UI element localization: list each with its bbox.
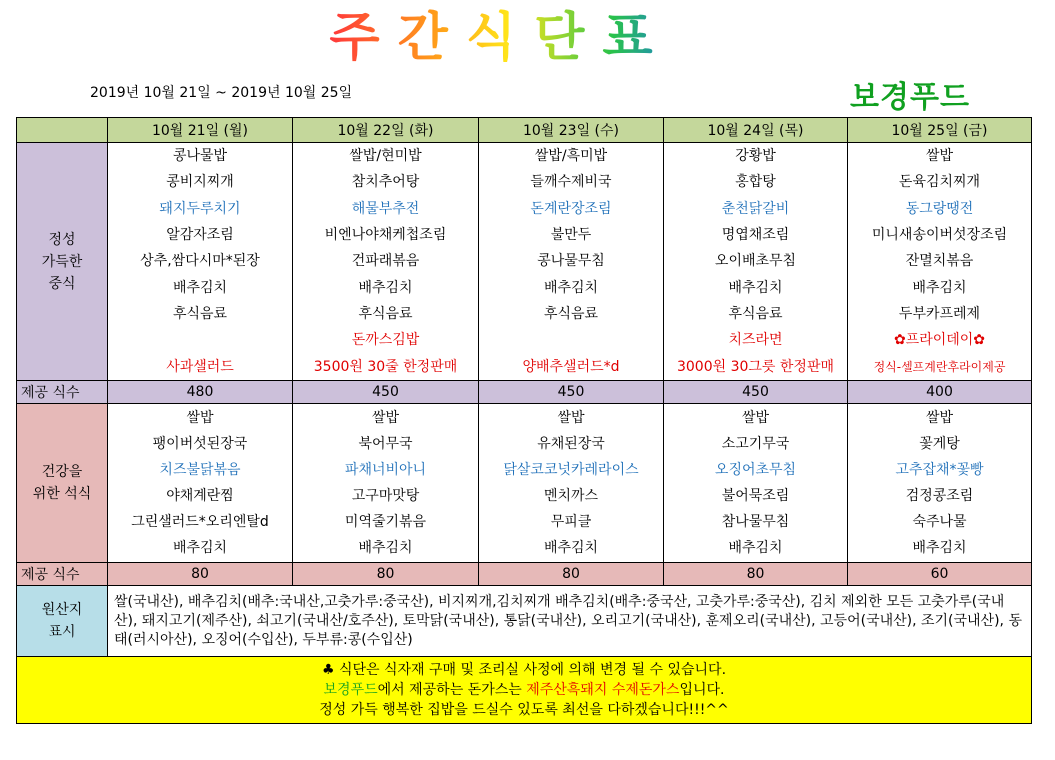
menu-item: 소고기무국 bbox=[721, 436, 790, 452]
menu-item: 치즈불닭볶음 bbox=[159, 462, 241, 478]
lunch-row bbox=[17, 143, 1032, 381]
menu-item: 콩비지찌개 bbox=[166, 174, 234, 191]
dinner-row bbox=[17, 404, 1032, 563]
menu-item bbox=[108, 327, 292, 353]
menu-item: 쌀밥 bbox=[741, 410, 770, 426]
menu-item: 미역줄기볶음 bbox=[344, 514, 427, 530]
menu-item: ✿프라이데이✿ bbox=[893, 332, 986, 349]
menu-item: 해물부추전 bbox=[351, 200, 420, 217]
menu-item: 배추김치 bbox=[912, 540, 967, 556]
menu-item: 배추김치 bbox=[358, 540, 413, 556]
page-title: 주간식단표 bbox=[220, 8, 780, 68]
header-row bbox=[17, 118, 1032, 143]
menu-item: 3000원 30그릇 한정판매 bbox=[676, 358, 834, 375]
dinner-count: 80 bbox=[293, 563, 479, 586]
lunch-count-label: 제공 식수 bbox=[17, 381, 108, 404]
menu-item: 배추김치 bbox=[728, 279, 783, 296]
lunch-menu-tue bbox=[293, 143, 479, 381]
menu-table bbox=[16, 117, 1032, 724]
menu-item: 그린샐러드*오리엔탈d bbox=[131, 514, 269, 530]
menu-item: 쌀밥 bbox=[925, 148, 954, 165]
notice-row bbox=[17, 657, 1032, 724]
menu-item: 고구마맛탕 bbox=[351, 488, 420, 504]
menu-item: 무피클 bbox=[550, 514, 592, 530]
dinner-count: 80 bbox=[664, 563, 848, 586]
menu-item: 강황밥 bbox=[735, 148, 776, 165]
notice-line-2 bbox=[17, 680, 1031, 700]
origin-text: 쌀(국내산), 배추김치(배추:국내산,고춧가루:중국산), 비지찌개,김치찌개 배추김치(배추:중국산, 고춧가루:중국산), 김치 제외한 모든 고춧가루(국내산), 돼지고기(제주산), 쇠고기(국내산/호주산), 토막닭(국내산), 통닭(국내산), 오리고기(국내산), 훈제오리(국내산), 고등어(국내산), 조기(국내산), 동태(러시아산), 오징어(수입산), 두부류:콩(수입산) bbox=[108, 586, 1032, 657]
menu-item: 콩나물밥 bbox=[172, 148, 228, 165]
dinner-menu-mon bbox=[108, 404, 293, 563]
menu-item: 팽이버섯된장국 bbox=[152, 436, 248, 452]
menu-item: 배추김치 bbox=[358, 279, 413, 296]
menu-item: 비엔나야채케첩조림 bbox=[324, 227, 447, 244]
menu-item: 멘치까스 bbox=[543, 488, 599, 504]
menu-item: 불어묵조림 bbox=[721, 488, 790, 504]
dinner-count: 60 bbox=[848, 563, 1032, 586]
menu-item: 참나물무침 bbox=[721, 514, 790, 530]
menu-item: 닭살코코넛카레라이스 bbox=[503, 462, 639, 478]
dinner-menu-wed bbox=[479, 404, 664, 563]
menu-item: 오이배초무침 bbox=[714, 253, 797, 270]
menu-item: 치즈라면 bbox=[728, 332, 783, 349]
menu-item: 배추김치 bbox=[543, 540, 599, 556]
menu-item: 야채계란찜 bbox=[166, 488, 234, 504]
menu-item: 춘천닭갈비 bbox=[721, 200, 790, 217]
menu-item: 돈까스김밥 bbox=[351, 332, 420, 349]
dinner-count-row bbox=[17, 563, 1032, 586]
menu-item: 알감자조림 bbox=[166, 227, 234, 244]
origin-label: 원산지 표시 bbox=[17, 586, 108, 657]
menu-item: 들깨수제비국 bbox=[530, 174, 612, 191]
notice-line-3: 정성 가득 행복한 집밥을 드실수 있도록 최선을 다하겠습니다!!!^^ bbox=[319, 702, 729, 718]
menu-item: 명엽채조림 bbox=[721, 227, 790, 244]
lunch-count: 450 bbox=[293, 381, 479, 404]
menu-item: 후식음료 bbox=[543, 305, 599, 322]
menu-item: 정식-셀프계란후라이제공 bbox=[873, 359, 1006, 374]
menu-item: 쌀밥 bbox=[925, 410, 954, 426]
menu-item: 후식음료 bbox=[728, 305, 783, 322]
day-header-thu: 10월 24일 (목) bbox=[664, 118, 848, 143]
notice-end: 입니다. bbox=[679, 682, 725, 698]
dinner-menu-tue bbox=[293, 404, 479, 563]
menu-item: 상추,쌈다시마*된장 bbox=[140, 253, 260, 270]
menu-item: 배추김치 bbox=[912, 279, 967, 296]
notice-box bbox=[17, 657, 1032, 724]
menu-item: 배추김치 bbox=[728, 540, 783, 556]
lunch-count-row bbox=[17, 381, 1032, 404]
menu-item: 돈계란장조림 bbox=[530, 200, 612, 217]
day-header-mon: 10월 21일 (월) bbox=[108, 118, 293, 143]
notice-highlight: 제주산흑돼지 수제돈가스 bbox=[526, 682, 680, 698]
dinner-count-label: 제공 식수 bbox=[17, 563, 108, 586]
notice-brand: 보경푸드 bbox=[323, 682, 378, 698]
menu-item: 사과샐러드 bbox=[166, 358, 234, 375]
dinner-count: 80 bbox=[108, 563, 293, 586]
menu-item: 건파래볶음 bbox=[351, 253, 420, 270]
menu-item: 배추김치 bbox=[172, 279, 228, 296]
menu-item: 동그랑땡전 bbox=[905, 200, 974, 217]
menu-item: 쌀밥 bbox=[371, 410, 400, 426]
menu-item: 돈육김치찌개 bbox=[898, 174, 981, 191]
menu-item: 두부카프레제 bbox=[898, 305, 981, 322]
menu-item: 배추김치 bbox=[543, 279, 599, 296]
lunch-menu-wed bbox=[479, 143, 664, 381]
lunch-menu-fri bbox=[848, 143, 1032, 381]
dinner-menu-thu bbox=[664, 404, 848, 563]
lunch-menu-mon bbox=[108, 143, 293, 381]
menu-item: 참치추어탕 bbox=[351, 174, 420, 191]
menu-item: 후식음료 bbox=[358, 305, 413, 322]
menu-item: 쌀밥 bbox=[186, 410, 214, 426]
menu-item: 3500원 30줄 한정판매 bbox=[313, 358, 458, 375]
menu-item bbox=[479, 327, 663, 353]
notice-line-1: ♣ 식단은 식자재 구매 및 조리실 사정에 의해 변경 될 수 있습니다. bbox=[321, 662, 727, 678]
header-corner bbox=[17, 118, 108, 143]
lunch-menu-thu bbox=[664, 143, 848, 381]
dinner-menu-fri bbox=[848, 404, 1032, 563]
menu-item: 잔멸치볶음 bbox=[905, 253, 974, 270]
menu-item: 유채된장국 bbox=[537, 436, 605, 452]
lunch-count: 400 bbox=[848, 381, 1032, 404]
menu-item: 오징어초무침 bbox=[714, 462, 797, 478]
menu-item: 고추잡채*꽃빵 bbox=[895, 462, 984, 478]
menu-item: 불만두 bbox=[550, 227, 592, 244]
menu-item: 홍합탕 bbox=[735, 174, 776, 191]
lunch-label: 정성 가득한 중식 bbox=[17, 143, 108, 381]
day-header-tue: 10월 22일 (화) bbox=[293, 118, 479, 143]
menu-item: 미니새송이버섯장조림 bbox=[871, 227, 1008, 244]
date-range: 2019년 10월 21일 ~ 2019년 10월 25일 bbox=[90, 85, 353, 101]
menu-item: 쌀밥/흑미밥 bbox=[534, 148, 608, 165]
menu-item: 숙주나물 bbox=[912, 514, 967, 530]
menu-item: 콩나물무침 bbox=[537, 253, 605, 270]
lunch-count: 450 bbox=[479, 381, 664, 404]
menu-item: 쌀밥/현미밥 bbox=[349, 148, 422, 165]
menu-item: 꽃게탕 bbox=[919, 436, 960, 452]
dinner-label: 건강을 위한 석식 bbox=[17, 404, 108, 563]
menu-item: 후식음료 bbox=[172, 305, 228, 322]
menu-item: 배추김치 bbox=[172, 540, 228, 556]
origin-row bbox=[17, 586, 1032, 657]
menu-item: 파채너비아니 bbox=[344, 462, 427, 478]
menu-item: 양배추샐러드*d bbox=[522, 358, 620, 375]
menu-item: 돼지두루치기 bbox=[159, 200, 241, 217]
day-header-wed: 10월 23일 (수) bbox=[479, 118, 664, 143]
menu-item: 북어무국 bbox=[358, 436, 413, 452]
menu-item: 검정콩조림 bbox=[905, 488, 974, 504]
brand-name: 보경푸드 bbox=[850, 80, 970, 115]
day-header-fri: 10월 25일 (금) bbox=[848, 118, 1032, 143]
lunch-count: 480 bbox=[108, 381, 293, 404]
notice-mid: 에서 제공하는 돈가스는 bbox=[377, 682, 527, 698]
menu-item: 쌀밥 bbox=[557, 410, 585, 426]
lunch-count: 450 bbox=[664, 381, 848, 404]
dinner-count: 80 bbox=[479, 563, 664, 586]
